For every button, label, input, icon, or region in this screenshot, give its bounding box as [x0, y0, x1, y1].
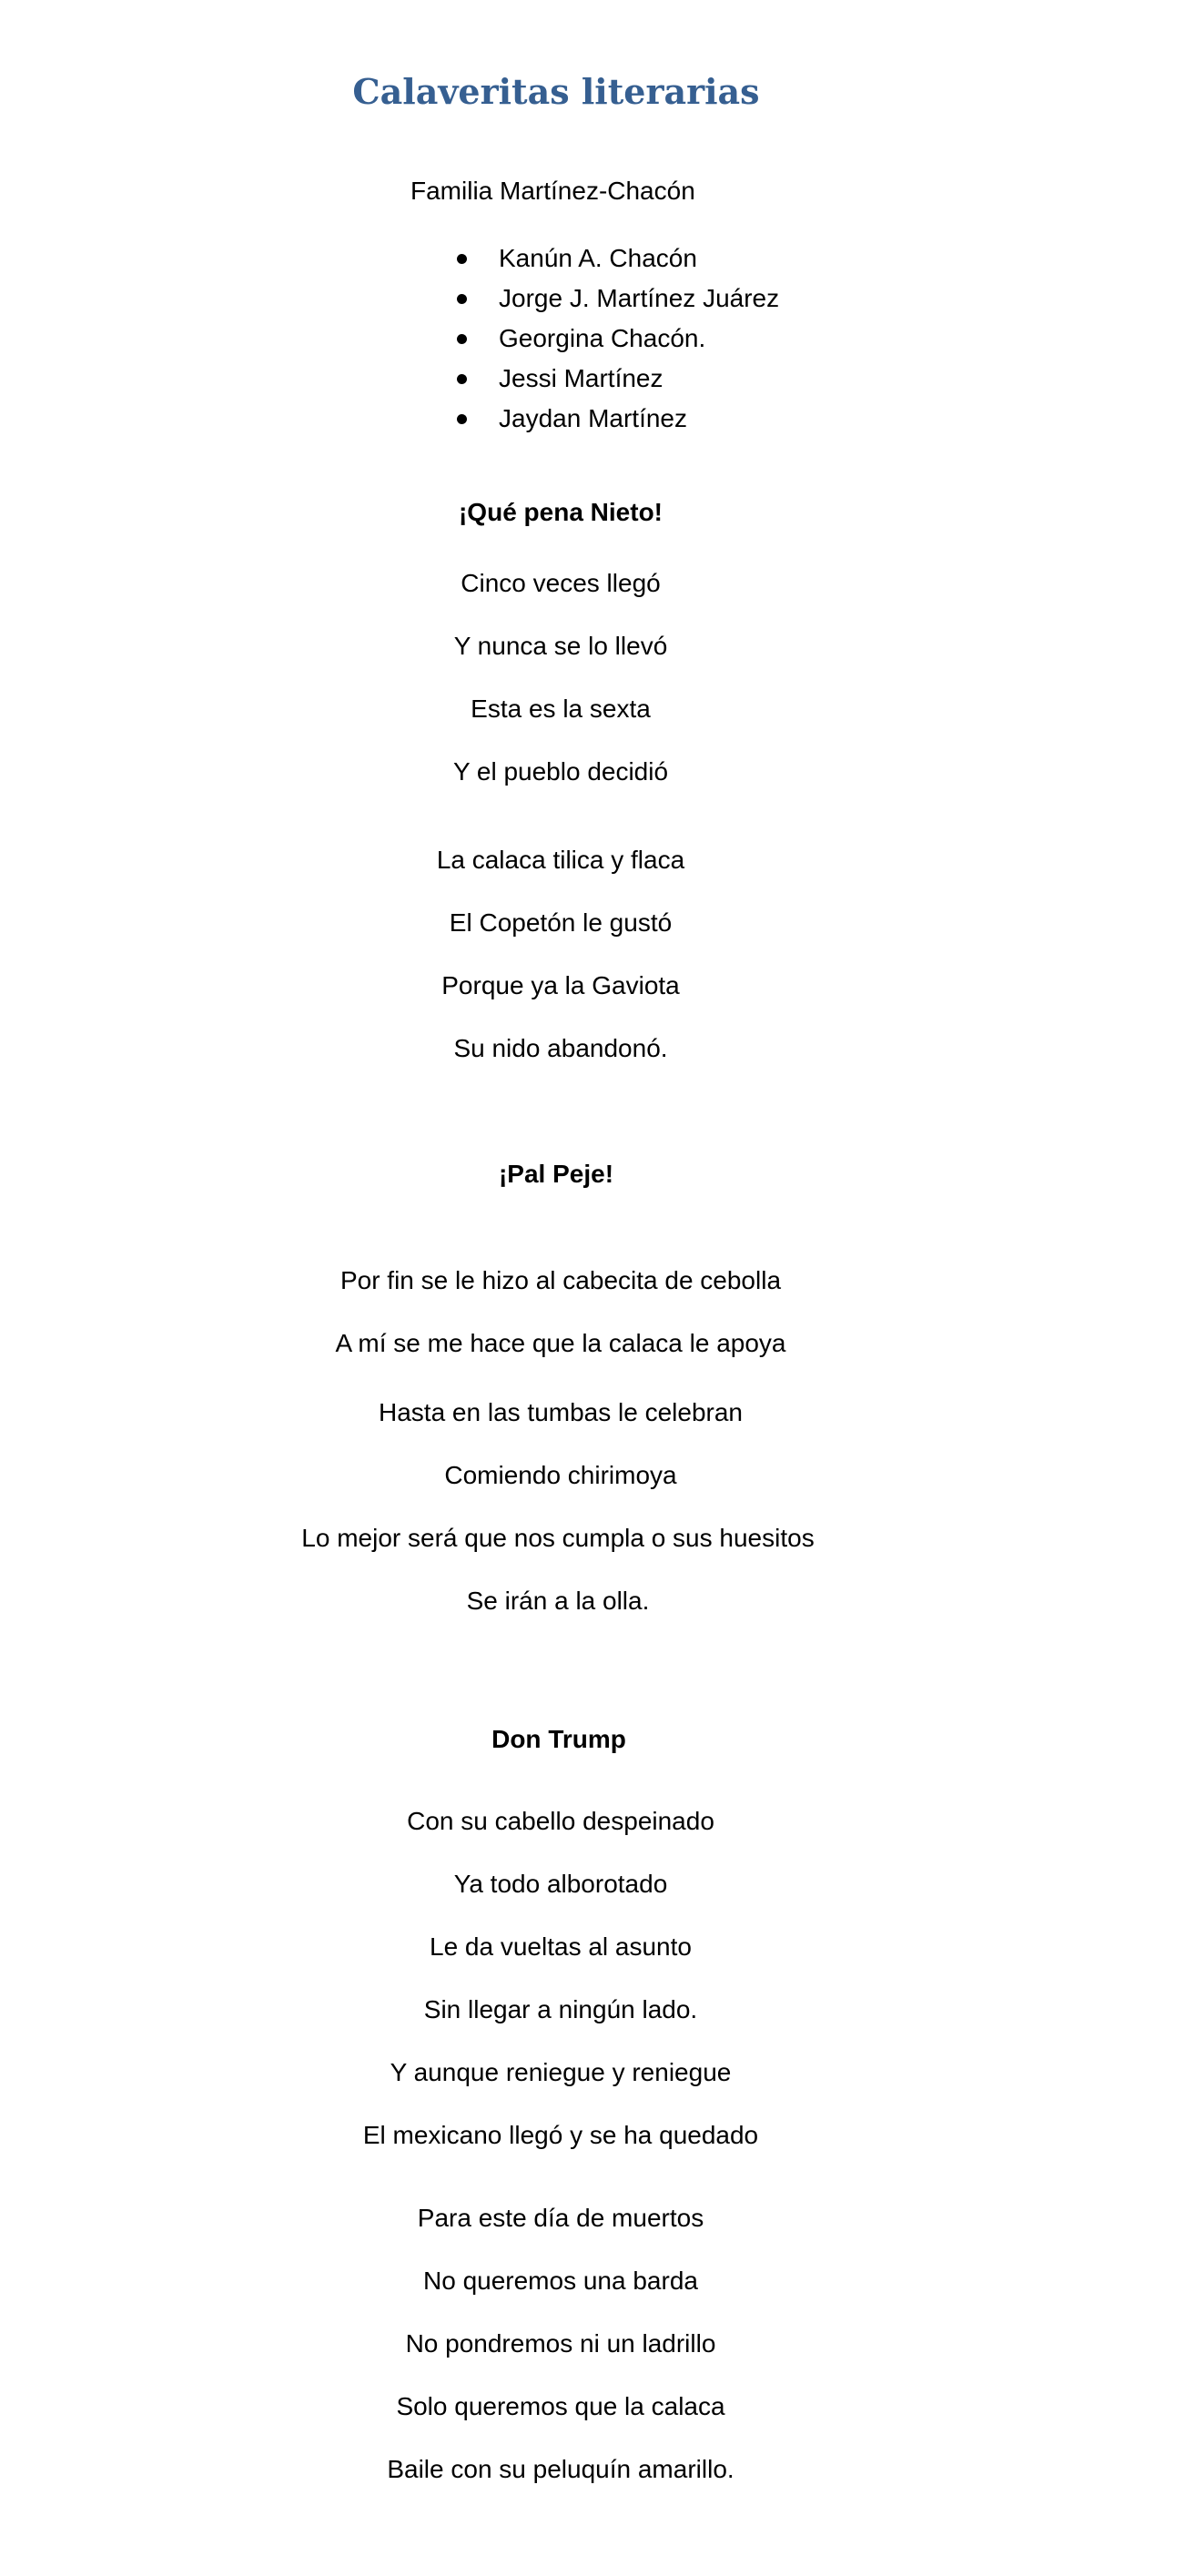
poem-line: Sin llegar a ningún lado. [423, 1995, 698, 2023]
poem-line: Y el pueblo decidió [452, 757, 669, 786]
list-item: Jessi Martínez [450, 359, 779, 399]
poem-line: Esta es la sexta [471, 695, 651, 723]
list-item: Jorge J. Martínez Juárez [450, 279, 779, 319]
poem-heading: ¡Qué pena Nieto! [458, 498, 663, 526]
poem-heading: Don Trump [491, 1725, 626, 1753]
poem-line: Lo mejor será que nos cumpla o sus huesitos [301, 1524, 815, 1552]
poem-line: Por fin se le hizo al cabecita de cebolla [339, 1266, 782, 1294]
list-item: Kanún A. Chacón [450, 238, 779, 279]
poem-line: Con su cabello despeinado [407, 1807, 714, 1835]
list-item: Jaydan Martínez [450, 399, 779, 439]
list-item: Georgina Chacón. [450, 319, 779, 359]
member-list [450, 238, 779, 439]
poem-line: Hasta en las tumbas le celebran [379, 1398, 743, 1426]
poem-line: Y aunque reniegue y reniegue [390, 2058, 732, 2086]
poem-line: Ya todo alborotado [453, 1870, 668, 1898]
poem-line: Baile con su peluquín amarillo. [387, 2455, 734, 2483]
family-name: Familia Martínez-Chacón [410, 177, 695, 205]
poem-line: Porque ya la Gaviota [441, 971, 680, 999]
poem-line: Comiendo chirimoya [444, 1461, 677, 1489]
poem-line: No queremos una barda [423, 2267, 698, 2295]
poem-line: La calaca tilica y flaca [436, 846, 685, 874]
poem-line: Cinco veces llegó [461, 569, 661, 597]
poem-line: Se irán a la olla. [466, 1587, 650, 1615]
poem-heading: ¡Pal Peje! [498, 1160, 614, 1188]
poem-line: A mí se me hace que la calaca le apoya [335, 1329, 786, 1357]
poem-line: Y nunca se lo llevó [453, 632, 668, 660]
poem-line: No pondremos ni un ladrillo [405, 2329, 716, 2358]
poem-line: Solo queremos que la calaca [396, 2392, 725, 2420]
poem-line: Su nido abandonó. [453, 1034, 668, 1062]
poem-line: Para este día de muertos [417, 2204, 704, 2232]
poem-line: El mexicano llegó y se ha quedado [362, 2121, 759, 2149]
poem-line: Le da vueltas al asunto [430, 1932, 692, 1961]
poem-line: El Copetón le gustó [449, 908, 673, 937]
document-title: Calaveritas literarias [352, 71, 760, 112]
